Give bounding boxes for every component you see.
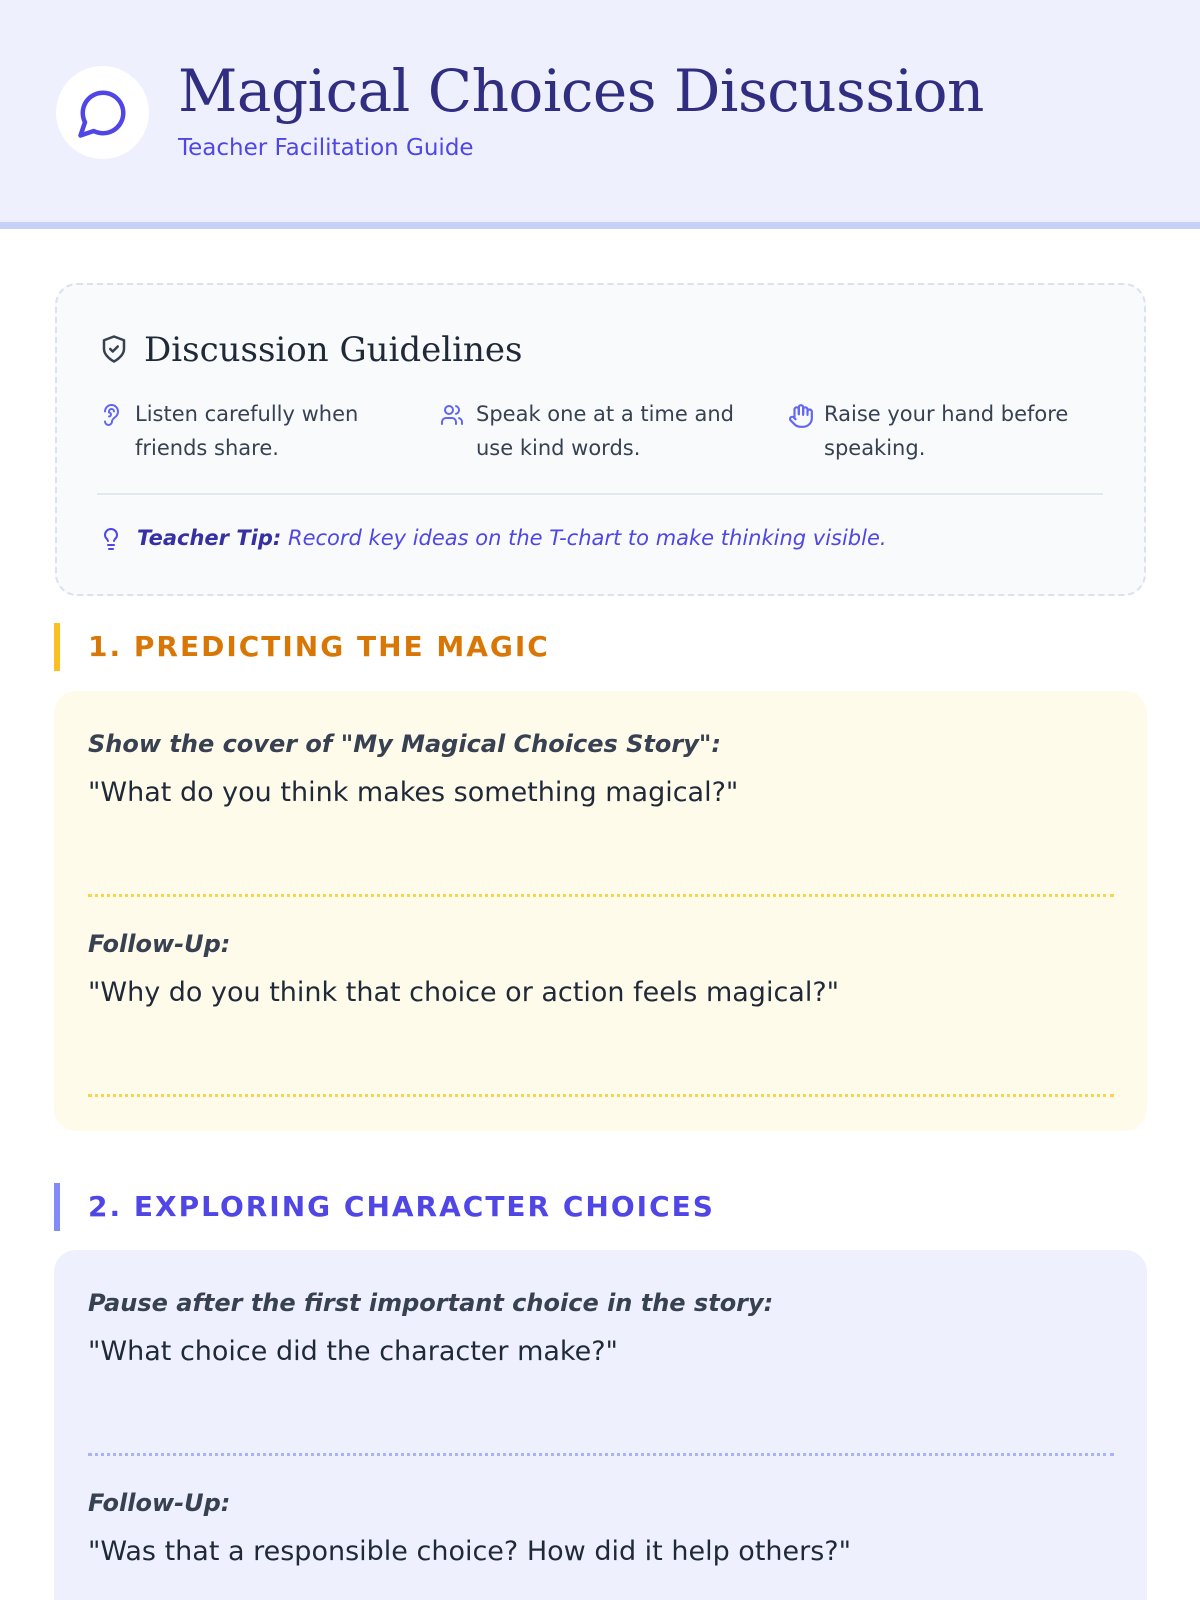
prompt-label: Follow-Up: (88, 1489, 231, 1517)
discussion-guidelines-box (55, 283, 1146, 596)
prompt-label: Follow-Up: (88, 930, 231, 958)
teacher-tip-text: Record key ideas on the T-chart to make thinking visible. (287, 526, 887, 550)
prompt-label: Show the cover of "My Magical Choices Story": (88, 730, 721, 758)
discussion-question: "Why do you think that choice or action feels magical?" (88, 977, 840, 1008)
section-card-predicting (54, 691, 1147, 1131)
answer-line (88, 894, 1114, 897)
discussion-question: "What do you think makes something magical?" (88, 777, 739, 808)
teacher-tip-label: Teacher Tip: (137, 526, 282, 550)
discussion-question: "Was that a responsible choice? How did it help others?" (88, 1536, 852, 1567)
chat-bubble-icon (56, 66, 149, 159)
guidelines-divider (97, 493, 1103, 495)
section-card-character-choices (54, 1250, 1147, 1600)
lightbulb-icon (99, 526, 123, 556)
page-header (0, 0, 1200, 229)
section-heading-predicting: 1. PREDICTING THE MAGIC (54, 623, 550, 671)
guidelines-title: Discussion Guidelines (144, 330, 523, 370)
guideline-text: Raise your hand before speaking. (824, 402, 1069, 460)
ear-icon (99, 403, 123, 437)
raised-hand-icon (788, 403, 814, 439)
page-subtitle: Teacher Facilitation Guide (178, 135, 474, 161)
teacher-tip (137, 518, 887, 558)
shield-check-icon (99, 334, 129, 368)
section-heading-character-choices: 2. EXPLORING CHARACTER CHOICES (54, 1183, 715, 1231)
discussion-question: "What choice did the character make?" (88, 1336, 618, 1367)
users-icon (440, 403, 464, 437)
prompt-label: Pause after the first important choice in the story: (88, 1289, 774, 1317)
guideline-text: Listen carefully when friends share. (135, 402, 359, 460)
answer-line (88, 1094, 1114, 1097)
guideline-text: Speak one at a time and use kind words. (476, 402, 734, 460)
page-title: Magical Choices Discussion (178, 57, 984, 125)
answer-line (88, 1453, 1114, 1456)
